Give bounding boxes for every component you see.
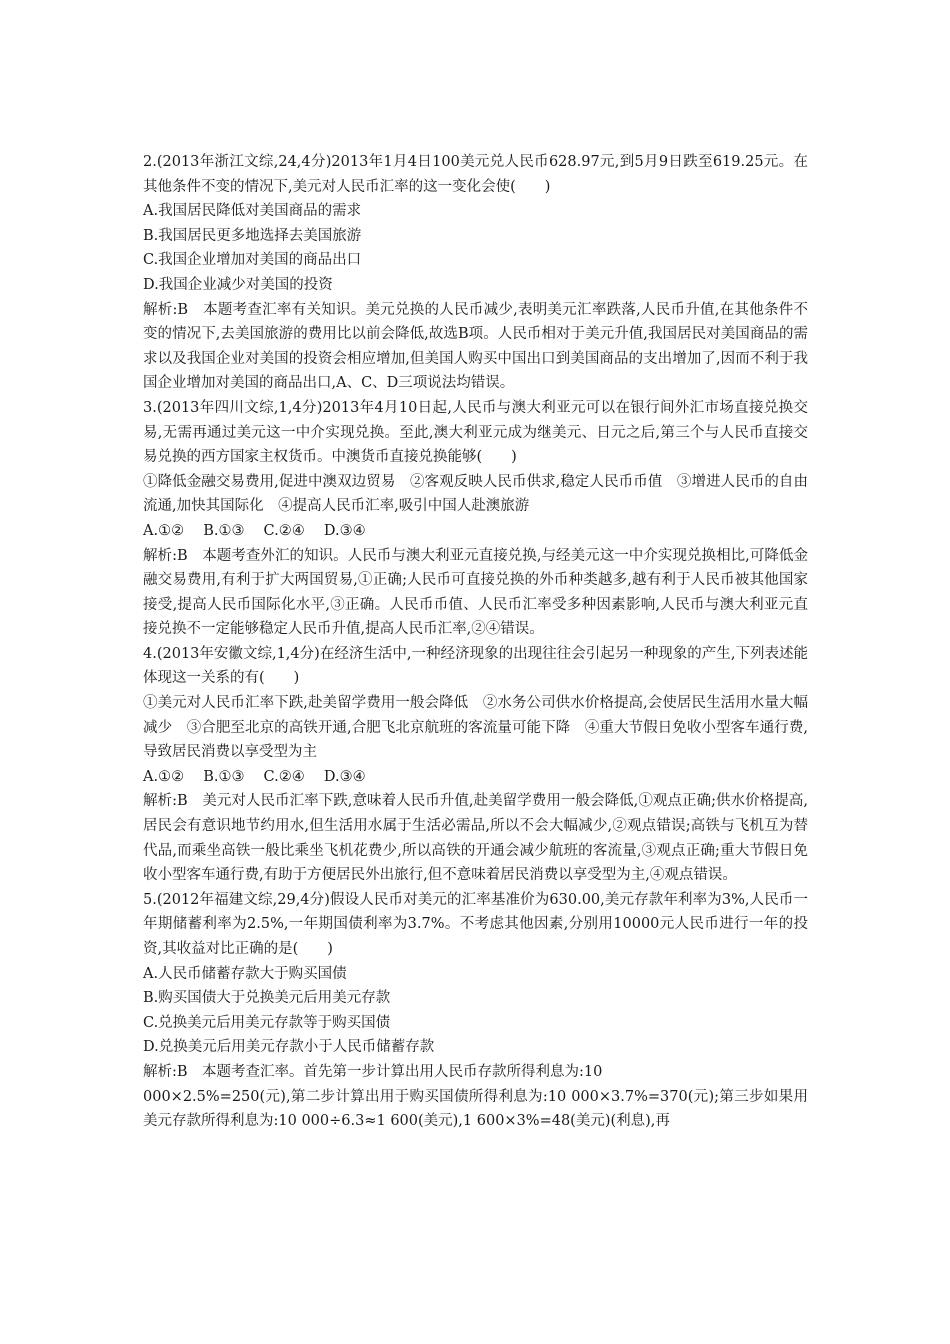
question-2-analysis: 解析:B 本题考查汇率有关知识。美元兑换的人民币减少,表明美元汇率跌落,人民币升值,在其他条件不变的情况下,去美国旅游的费用比以前会降低,故选B项。人民币相对于美元升值,我国居民对美国商品的需求以及我国企业对美国的投资会相应增加,但美国人购买中国出口到美国商品的支出增加了,因而不利于我国企业增加对美国的商品出口,A、C、D三项说法均错误。 (143, 301, 808, 392)
question-4-stem: 4.(2013年安徽文综,1,4分)在经济生活中,一种经济现象的出现往往会引起另一种现象的产生,下列表述能体现这一关系的有( ) (143, 645, 808, 687)
question-5-stem: 5.(2012年福建文综,29,4分)假设人民币对美元的汇率基准价为630.00,美元存款年利率为3%,人民币一年期储蓄利率为2.5%,一年期国债利率为3.7%。不考虑其他因素,分别用10000元人民币进行一年的投资,其收益对比正确的是( ) (143, 891, 808, 957)
question-5-analysis-line-1: 解析:B 本题考查汇率。首先第一步计算出用人民币存款所得利息为:10 (143, 1063, 603, 1080)
question-5-option-b: B.购买国债大于兑换美元后用美元存款 (143, 990, 391, 1007)
question-5-option-a: A.人民币储蓄存款大于购买国债 (143, 965, 347, 982)
document-body (143, 150, 808, 1134)
question-2-option-a: A.我国居民降低对美国商品的需求 (143, 203, 362, 220)
question-3-choices: A.①② B.①③ C.②④ D.③④ (143, 522, 366, 539)
question-2-option-b: B.我国居民更多地选择去美国旅游 (143, 227, 362, 244)
question-3-stem: 3.(2013年四川文综,1,4分)2013年4月10日起,人民币与澳大利亚元可以在银行间外汇市场直接兑换交易,无需再通过美元这一中介实现兑换。至此,澳大利亚元成为继美元、日元之后,第三个与人民币直接交易兑换的西方国家主权货币。中澳货币直接兑换能够( ) (143, 399, 808, 466)
question-5-option-d: D.兑换美元后用美元存款小于人民币储蓄存款 (143, 1039, 435, 1056)
question-4-statements: ①美元对人民币汇率下跌,赴美留学费用一般会降低 ②水务公司供水价格提高,会使居民生活用水量大幅减少 ③合肥至北京的高铁开通,合肥飞北京航班的客流量可能下降 ④重大节假日免收小型客车通行费,导致居民消费以享受型为主 (143, 695, 808, 761)
question-5-option-c: C.兑换美元后用美元存款等于购买国债 (143, 1014, 391, 1031)
question-3-statements: ①降低金融交易费用,促进中澳双边贸易 ②客观反映人民币供求,稳定人民币币值 ③增进人民币的自由流通,加快其国际化 ④提高人民币汇率,吸引中国人赴澳旅游 (143, 473, 808, 515)
question-2-option-d: D.我国企业减少对美国的投资 (143, 276, 333, 293)
question-4-analysis: 解析:B 美元对人民币汇率下跌,意味着人民币升值,赴美留学费用一般会降低,①观点正确;供水价格提高,居民会有意识地节约用水,但生活用水属于生活必需品,所以不会大幅减少,②观点错误;高铁与飞机互为替代品,而乘坐高铁一般比乘坐飞机花费少,所以高铁的开通会减少航班的客流量,③观点正确;重大节假日免收小型客车通行费,有助于方便居民外出旅行,但不意味着居民消费以享受型为主,④观点错误。 (143, 793, 808, 884)
question-3-analysis: 解析:B 本题考查外汇的知识。人民币与澳大利亚元直接兑换,与经美元这一中介实现兑换相比,可降低金融交易费用,有利于扩大两国贸易,①正确;人民币可直接兑换的外币种类越多,越有利于人民币被其他国家接受,提高人民币国际化水平,③正确。人民币币值、人民币汇率受多种因素影响,人民币与澳大利亚元直接兑换不一定能够稳定人民币升值,提高人民币汇率,②④错误。 (143, 547, 808, 638)
question-4-choices: A.①② B.①③ C.②④ D.③④ (143, 768, 366, 785)
question-2-option-c: C.我国企业增加对美国的商品出口 (143, 252, 362, 269)
question-5-analysis-continued: 000×2.5%=250(元),第二步计算出用于购买国债所得利息为:10 000×3.7%=370(元);第三步如果用美元存款所得利息为:10 000÷6.3≈1 600(美元),1 600×3%=48(美元)(利息),再 (143, 1088, 808, 1130)
question-2-stem: 2.(2013年浙江文综,24,4分)2013年1月4日100美元兑人民币628.97元,到5月9日跌至619.25元。在其他条件不变的情况下,美元对人民币汇率的这一变化会使( ) (143, 154, 808, 195)
